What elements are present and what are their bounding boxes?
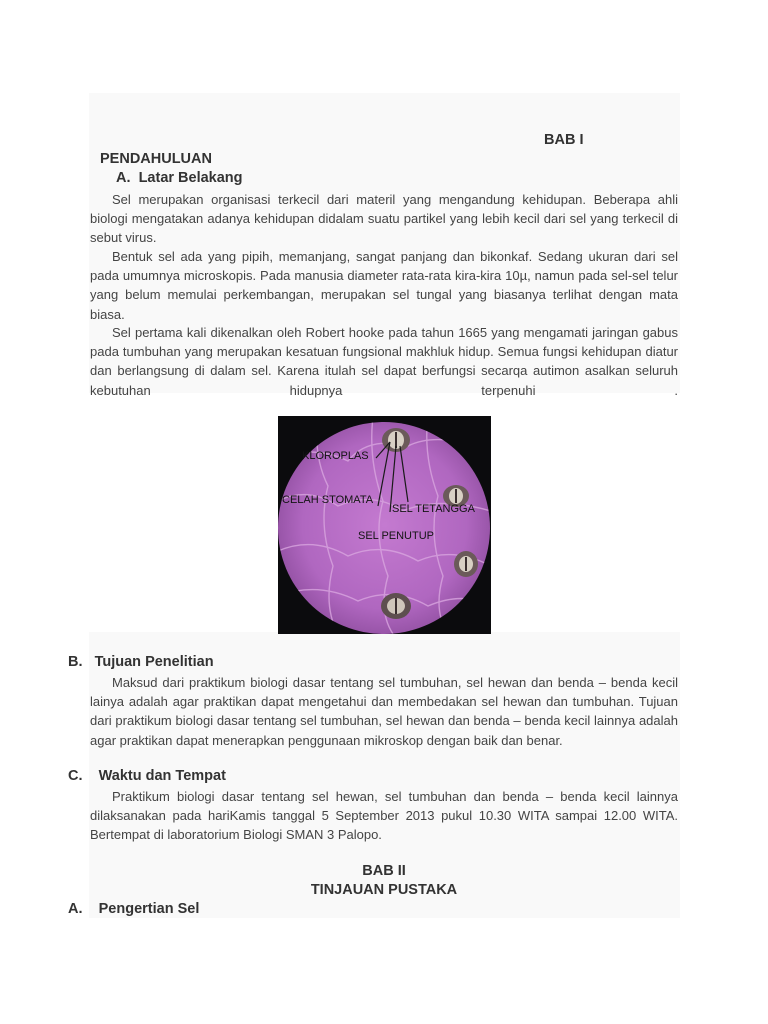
section-heading-waktu (68, 768, 226, 784)
section-heading-tujuan (68, 654, 214, 670)
micrograph-image (278, 416, 491, 634)
section-title: Latar Belakang (138, 170, 243, 186)
paragraph: Praktikum biologi dasar tentang sel hewan, sel tumbuhan dan benda – benda kecil lainnya dilaksanakan pada hariKamis tanggal 5 September 2013 pukul 10.30 WITA sampai 12.00 WITA. Bertempat di laboratorium Biologi SMAN 3 Palopo. (90, 789, 678, 843)
section-letter: A. (68, 901, 83, 917)
section-letter: C. (68, 768, 83, 784)
label-kloroplas: KLOROPLAS (302, 450, 369, 462)
chapter-subtitle: PENDAHULUAN (100, 151, 212, 167)
section-heading-pengertian-sel (68, 901, 199, 917)
paragraph: Maksud dari praktikum biologi dasar tentang sel tumbuhan, sel hewan dan benda – benda kecil lainya adalah agar praktikan dapat mengetahui dan membedakan sel hewan dan tumbuhan. Tujuan dari praktikum biologi dasar tentang sel tumbuhan, sel hewan dan benda – benda kecil lainnya adalah agar praktikan dapat menerapkan penggunaan mikroskop dengan baik dan benar. (90, 675, 678, 748)
section-title: Waktu dan Tempat (98, 768, 226, 784)
section-title: Pengertian Sel (98, 901, 200, 917)
label-sel-tetangga: SEL TETANGGA (392, 503, 475, 515)
paragraph: Bentuk sel ada yang pipih, memanjang, sangat panjang dan bikonkaf. Sedang ukuran dari sel pada umumnya microskopis. Pada manusia diameter rata-rata kira-kira 10µ, namun pada sel-sel telur yang belum memulai perkembangan, merupakan sel tungal yang biasanya terlihat dengan mata biasa. (90, 249, 678, 322)
paragraph: Sel pertama kali dikenalkan oleh Robert hooke pada tahun 1665 yang mengamati jaringan gabus pada tumbuhan yang merupakan kesatuan fungsional makhluk hidup. Semua fungsi kehidupan diatur dan berlangsung di dalam sel. Karena itulah sel dapat berfungsi secarqa autimon asalkan seluruh kebutuhan hidupnya terpenuhi . (90, 325, 678, 398)
stomata-micrograph (278, 416, 491, 634)
label-celah-stomata: CELAH STOMATA (282, 494, 374, 506)
chapter-title: BAB II (362, 863, 406, 879)
chapter-title: BAB I (544, 132, 584, 148)
label-sel-penutup: SEL PENUTUP (358, 530, 435, 542)
paragraph: Sel merupakan organisasi terkecil dari materil yang mengandung kehidupan. Beberapa ahli biologi mengatakan adanya kehidupan didalam suatu partikel yang lebih kecil dari sel yang terkecil di sebut virus. (90, 192, 678, 246)
section-letter: A. (116, 170, 131, 186)
section-heading-latar-belakang (116, 170, 243, 186)
chapter-subtitle: TINJAUAN PUSTAKA (310, 882, 458, 898)
section-title: Tujuan Penelitian (94, 654, 214, 670)
section-letter: B. (68, 654, 83, 670)
